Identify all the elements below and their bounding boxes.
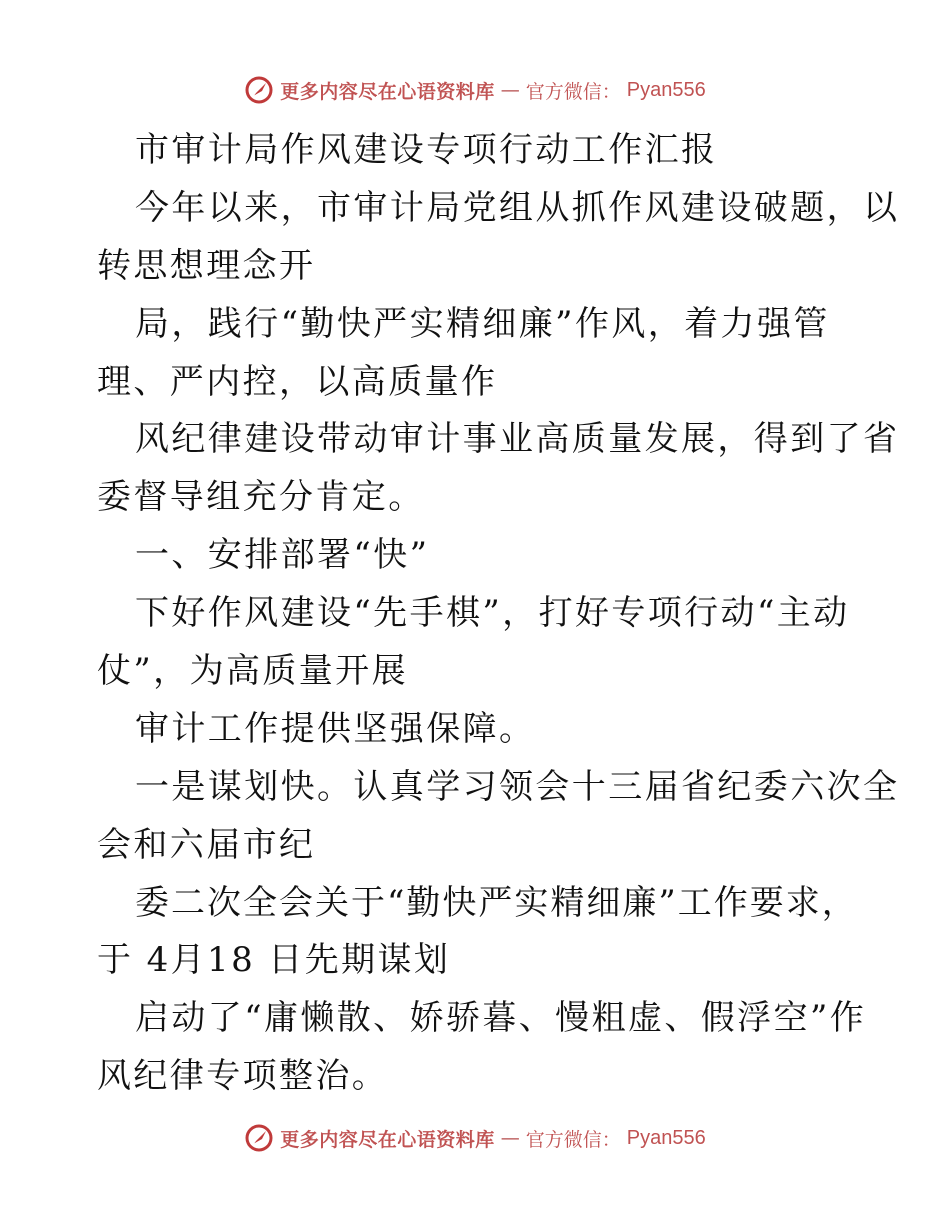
watermark-dash: — xyxy=(500,79,520,101)
paragraph-line: 委二次全会关于“勤快严实精细廉”工作要求， xyxy=(135,882,858,923)
paragraph-line: 于 4月18 日先期谋划 xyxy=(97,940,451,981)
paragraph-line: 今年以来，市审计局党组从抓作风建设破题，以 xyxy=(135,187,900,228)
watermark-wechat-label: 官方微信： xyxy=(525,1128,621,1151)
watermark-site-name: 更多内容尽在心语资料库 xyxy=(280,1128,495,1151)
paragraph-line: 仗”，为高质量开展 xyxy=(97,651,408,692)
watermark-site-name: 更多内容尽在心语资料库 xyxy=(280,80,495,103)
watermark-wechat-id: Pyan556 xyxy=(626,1126,706,1149)
quill-logo-icon xyxy=(244,1123,274,1153)
section-heading: 一、安排部署“快” xyxy=(135,535,430,576)
quill-logo-icon xyxy=(244,75,274,105)
paragraph-line: 审计工作提供坚强保障。 xyxy=(135,708,536,749)
watermark-dash: — xyxy=(500,1127,520,1149)
watermark-wechat-id: Pyan556 xyxy=(626,78,706,101)
footer-watermark xyxy=(0,1118,950,1158)
paragraph-line: 局，践行“勤快严实精细廉”作风，着力强管 xyxy=(135,303,830,344)
paragraph-line: 理、严内控，以高质量作 xyxy=(97,361,498,402)
header-watermark xyxy=(0,70,950,110)
paragraph-line: 启动了“庸懒散、娇骄暮、慢粗虚、假浮空”作 xyxy=(135,998,867,1039)
document-body xyxy=(97,122,900,1106)
paragraph-line: 下好作风建设“先手棋”，打好专项行动“主动 xyxy=(135,593,850,634)
watermark-wechat-label: 官方微信： xyxy=(525,80,621,103)
paragraph-line: 风纪律建设带动审计事业高质量发展，得到了省 xyxy=(135,419,900,460)
paragraph-line: 风纪律专项整治。 xyxy=(97,1056,389,1097)
document-title: 市审计局作风建设专项行动工作汇报 xyxy=(135,130,718,170)
paragraph-line: 会和六届市纪 xyxy=(97,824,316,865)
paragraph-line: 委督导组充分肯定。 xyxy=(97,477,425,518)
paragraph-line: 转思想理念开 xyxy=(97,245,316,286)
paragraph-line: 一是谋划快。认真学习领会十三届省纪委六次全 xyxy=(135,766,900,807)
